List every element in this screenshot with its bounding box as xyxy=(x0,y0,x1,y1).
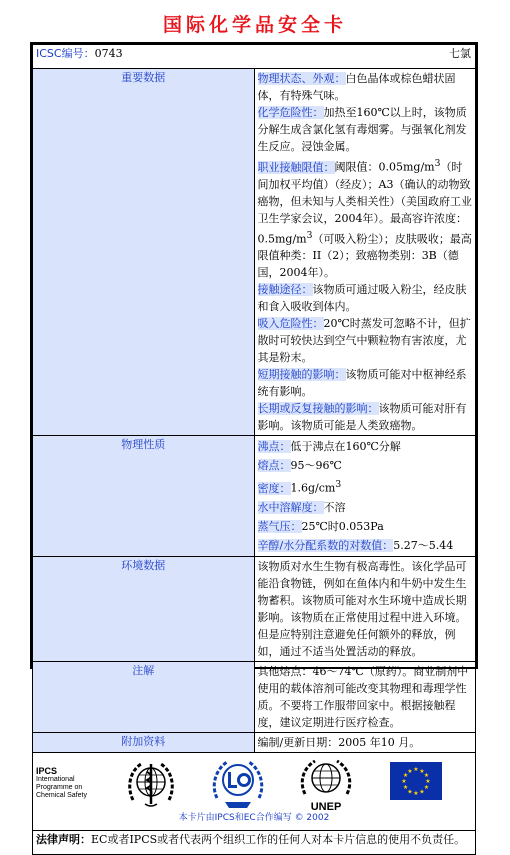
eu-star-icon: ★ xyxy=(425,778,431,786)
extra-info-label: 附加资料 xyxy=(33,732,255,752)
important-data-label: 重要数据 xyxy=(33,69,255,436)
ipcs-line-2: Programme on xyxy=(36,783,83,791)
solubility-key: 水中溶解度： xyxy=(257,500,324,514)
unep-emblem-icon xyxy=(299,758,353,816)
logos-area xyxy=(33,753,475,830)
exposure-limits-text-b: （时间加权平均值）（经皮）；A3（确认的动物致癌物，但未知与人类相关性）（美国政府工业卫生学家会议，2004年）。最高容许浓度：0.5mg/m xyxy=(257,160,472,246)
ipcs-line-1: International xyxy=(36,775,75,783)
unep-label: UNEP xyxy=(310,800,342,813)
environment-row xyxy=(33,556,476,661)
credit-line: 本卡片由IPCS和EC合作编写 © 2002 xyxy=(178,812,330,823)
routes-text: 该物质可通过吸入粉尘，经皮肤和食入吸收到体内。 xyxy=(257,283,467,314)
eu-star-icon: ★ xyxy=(413,790,419,798)
ipcs-logo xyxy=(36,766,96,800)
notes-text: 其他熔点：46～74℃（原药）。商业制剂中使用的载体溶剂可能改变其物理和毒理学性质。不要将工作服带回家中。根据接触程度，建议定期进行医疗检查。 xyxy=(254,661,476,732)
eu-star-icon: ★ xyxy=(423,772,430,780)
extra-info-row xyxy=(33,732,476,752)
environment-label: 环境数据 xyxy=(33,556,255,661)
notes-label: 注解 xyxy=(33,661,255,732)
who-emblem-icon xyxy=(123,758,179,810)
physical-properties-content xyxy=(254,436,476,557)
ilo-emblem-icon xyxy=(211,758,265,810)
long-term-key: 长期或反复接触的影响： xyxy=(257,402,379,416)
page-title: 国际化学品安全卡 xyxy=(162,14,347,36)
logos-row xyxy=(33,752,476,830)
eu-star-icon: ★ xyxy=(407,767,413,775)
inhalation-key: 吸入危险性： xyxy=(257,317,324,331)
icsc-number: 0743 xyxy=(94,47,123,60)
icsc-row xyxy=(33,45,476,69)
physical-state-key: 物理状态、外观： xyxy=(257,72,346,85)
exposure-limits-text-a: 阈限值：0.05mg/m xyxy=(334,160,435,174)
chemical-hazard-key: 化学危险性： xyxy=(257,106,324,119)
legal-key: 法律声明： xyxy=(36,832,91,846)
environment-text: 该物质对水生生物有极高毒性。该化学品可能沿食物链，例如在鱼体内和牛奶中发生生物蓄积。该物质可能对水生环境中造成长期影响。该物质在正常使用过程中进入环境。但是应特别注意避免任何额外的释放，例如，通过不适当处置活动的释放。 xyxy=(254,556,476,661)
eu-star-icon: ★ xyxy=(401,778,407,786)
card-table xyxy=(32,44,476,855)
inhalation-text: 20℃时蒸发可忽略不计，但扩散时可较快达到空气中颗粒物有害浓度，尤其是粉末。 xyxy=(257,317,471,365)
icsc-label: ICSC编号： xyxy=(36,47,95,60)
eu-star-icon: ★ xyxy=(407,788,413,796)
short-term-text: 该物质可能对中枢神经系统有影响。 xyxy=(257,368,467,399)
legal-text: EC或者IPCS或者代表两个组织工作的任何人对本卡片信息的使用不负责任。 xyxy=(91,832,466,846)
eu-star-icon: ★ xyxy=(402,772,409,780)
important-data-row xyxy=(33,69,476,436)
extra-info-text: 编制/更新日期：2005 年10 月。 xyxy=(254,732,476,752)
ipcs-acronym: IPCS xyxy=(36,765,58,776)
density-key: 密度： xyxy=(257,481,291,495)
density-sup: 3 xyxy=(335,479,342,491)
important-data-content xyxy=(254,69,476,436)
logkow-key: 辛醇/水分配系数的对数值： xyxy=(257,538,394,552)
long-term-text: 该物质可能对肝有影响。该物质可能是人类致癌物。 xyxy=(257,402,467,433)
eu-star-icon: ★ xyxy=(419,788,425,796)
eu-star-icon: ★ xyxy=(419,767,425,775)
short-term-key: 短期接触的影响： xyxy=(257,368,346,382)
logkow-text: 5.27～5.44 xyxy=(393,538,454,552)
boiling-text: 低于沸点在160℃分解 xyxy=(290,440,401,454)
chemical-name: 七氯 xyxy=(449,47,471,60)
ipcs-line-3: Chemical Safety xyxy=(36,791,87,799)
exposure-limits-sup-b: 3 xyxy=(306,229,313,241)
vapor-pressure-key: 蒸气压： xyxy=(257,519,302,533)
legal-row xyxy=(33,830,476,854)
routes-key: 接触途径： xyxy=(257,283,313,297)
vapor-pressure-text: 25℃时0.053Pa xyxy=(301,519,384,533)
eu-star-icon: ★ xyxy=(413,766,419,774)
exposure-limits-text-c: （可吸入粉尘）；皮肤吸收；最高限值种类：II（2）；致癌物类别：3B（德国，2004年）。 xyxy=(257,232,472,280)
physical-properties-label: 物理性质 xyxy=(33,436,255,557)
notes-row xyxy=(33,661,476,732)
safety-card xyxy=(30,42,478,846)
chemical-hazard-text: 加热至160℃以上时，该物质分解生成含氯化氢有毒烟雾。与强氧化剂发生反应。浸蚀金属。 xyxy=(257,106,467,153)
exposure-limits-sup-a: 3 xyxy=(434,158,441,169)
exposure-limits-key: 职业接触限值： xyxy=(257,160,335,174)
physical-properties-row xyxy=(33,436,476,557)
physical-state-text: 白色晶体或棕色蜡状固体，有特殊气味。 xyxy=(257,72,456,102)
eu-star-icon: ★ xyxy=(402,784,409,792)
eu-flag-icon xyxy=(390,762,442,800)
melting-key: 熔点： xyxy=(257,459,291,473)
boiling-key: 沸点： xyxy=(257,440,291,454)
solubility-text: 不溶 xyxy=(323,500,346,514)
eu-star-icon: ★ xyxy=(423,784,430,792)
density-text: 1.6g/cm xyxy=(290,481,336,495)
melting-text: 95～96℃ xyxy=(290,459,342,473)
